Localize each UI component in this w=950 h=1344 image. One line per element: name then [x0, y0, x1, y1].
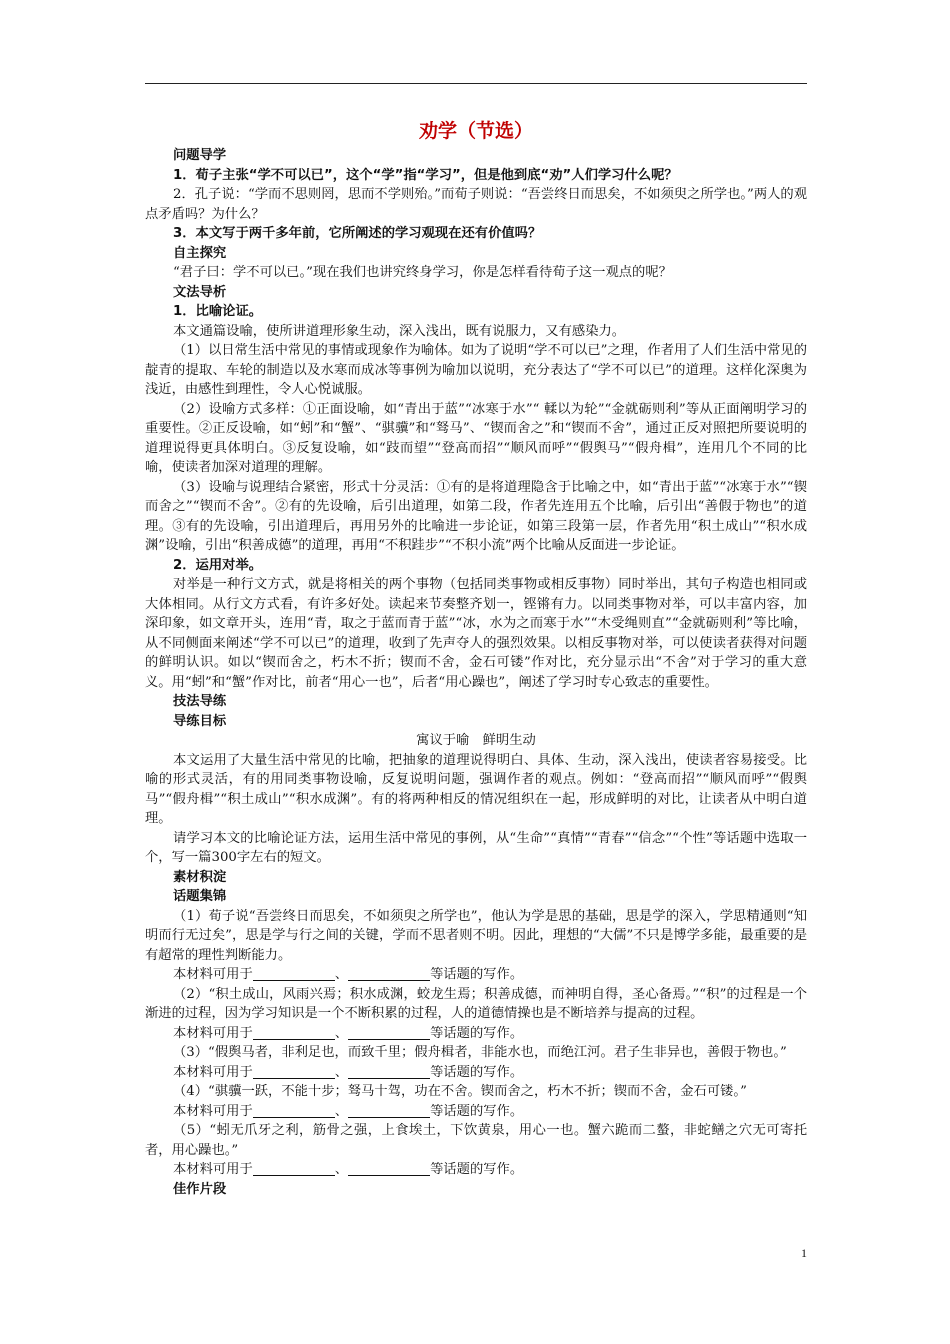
blank-field[interactable] [348, 1064, 430, 1079]
blank-field[interactable] [253, 1103, 335, 1118]
wenfa-paragraph: （1）以日常生活中常见的事情或现象作为喻体。如为了说明“学不可以已”之理，作者用了人们生活中常见的靛青的提取、车轮的制造以及水寒而成冰等事例为喻加以说明，充分表达了“学不可以已”的道理。这样化深奥为浅近，由感性到理性，令人心悦诚服。 [145, 343, 807, 397]
wenfa-paragraph: （3）设喻与说理结合紧密，形式十分灵活：①有的是将道理隐含于比喻之中，如“青出于蓝”“冰寒于水”“锲而舍之”“锲而不舍”。②有的先设喻，后引出道理，如第二段，作者先连用五个比喻，后引出“善假于物也”的道理。③有的先设喻，引出道理后，再用另外的比喻进一步论证，如第三段第一层，作者先用“积土成山”“积水成渊”设喻，引出“积善成德”的道理，再用“不积跬步”“不积小流”两个比喻从反面进一步论证。 [145, 479, 807, 553]
section-heading-jifa: 技法导练 [173, 694, 227, 709]
section-heading-wenfa: 文法导析 [173, 284, 227, 300]
section-heading-sucai: 素材积淀 [173, 869, 227, 885]
wenfa-subheading-1: 1．比喻论证。 [173, 304, 263, 319]
fill-blank-line: 本材料可用于 、 等话题的写作。 [173, 967, 524, 982]
fill-blank-line: 本材料可用于 、 等话题的写作。 [173, 1064, 524, 1080]
section-heading-zizhu: 自主探究 [173, 245, 227, 261]
blank-field[interactable] [253, 1064, 335, 1079]
wenfa-paragraph: 本文通篇设喻，使所讲道理形象生动，深入浅出，既有说服力，又有感染力。 [173, 323, 626, 339]
section-heading-daolian: 导练目标 [173, 713, 227, 729]
question-2: 2．孔子说：“学而不思则罔，思而不学则殆。”而荀子则说：“吾尝终日而思矣，不如须臾之所学也。”两人的观点矛盾吗？为什么？ [145, 187, 808, 222]
wenfa-paragraph: （2）设喻方式多样：①正面设喻，如“青出于蓝”“冰寒于水”“ 輮以为轮”“金就砺则利”等从正面阐明学习的重要性。②正反设喻，如“蚓”和“蟹”、“骐骥”和“驽马”、“锲而舍之”和“锲而不舍”，通过正反对照把所要说明的道理说得更具体明白。③反复设喻，如“跂而望”“登高而招”“顺风而呼”“假舆马”“假舟楫”，连用几个不同的比喻，使读者加深对道理的理解。 [145, 401, 807, 475]
document-body [145, 118, 807, 1199]
zizhu-paragraph: “君子曰：学不可以已。”现在我们也讲究终身学习，你是怎样看待荀子这一观点的呢？ [173, 265, 672, 280]
blank-field[interactable] [253, 1161, 335, 1176]
question-1: 1．荀子主张“学不可以已”，这个“学”指“学习”，但是他到底“劝”人们学习什么呢？ [173, 167, 678, 183]
material-quote: （4）“骐骥一跃，不能十步；驽马十驾，功在不舍。锲而舍之，朽木不折；锲而不舍，金石可镂。” [173, 1084, 747, 1099]
jifa-paragraph: 请学习本文的比喻论证方法，运用生活中常见的事例，从“生命”“真情”“青春”“信念”“个性”等话题中选取一个，写一篇300字左右的短文。 [145, 830, 807, 865]
jifa-paragraph: 本文运用了大量生活中常见的比喻，把抽象的道理说得明白、具体、生动，深入浅出，使读者容易接受。比喻的形式灵活，有的用同类事物设喻，反复说明问题，强调作者的观点。例如：“登高而招”“顺风而呼”“假舆马”“假舟楫”“积土成山”“积水成渊”。有的将两种相反的情况组织在一起，形成鲜明的对比，让读者从中明白道理。 [145, 752, 807, 826]
section-heading-huati: 话题集锦 [173, 889, 227, 904]
section-heading-wenti: 问题导学 [173, 148, 227, 163]
wenfa-subheading-2: 2．运用对举。 [173, 557, 263, 573]
wenfa-paragraph: 对举是一种行文方式，就是将相关的两个事物（包括同类事物或相反事物）同时举出，其句子构造也相同或大体相同。从行文方式看，有许多好处。读起来节奏整齐划一，铿锵有力。以同类事物对举，可以丰富内容，加深印象，如文章开头，连用“青，取之于蓝而青于蓝”“冰，水为之而寒于水”“木受绳则直”“金就砺则利”等比喻，从不同侧面来阐述“学不可以已”的道理，收到了先声夺人的强烈效果。以相反事物对举，可以使读者获得对问题的鲜明认识。如以“锲而舍之，朽木不折；锲而不舍，金石可镂”作对比，充分显示出“不舍”对于学习的重大意义。用“蚓”和“蟹”作对比，前者“用心一也”，后者“用心躁也”，阐述了学习时专心致志的重要性。 [145, 577, 807, 690]
question-3: 3．本文写于两千多年前，它所阐述的学习观现在还有价值吗？ [173, 226, 542, 241]
jifa-subtitle: 寓议于喻 鲜明生动 [416, 733, 536, 748]
blank-field[interactable] [348, 1103, 430, 1118]
blank-field[interactable] [348, 1161, 430, 1176]
fill-blank-line: 本材料可用于 、 等话题的写作。 [173, 1103, 524, 1119]
header-rule [145, 83, 807, 84]
section-heading-jiazuo: 佳作片段 [173, 1181, 227, 1197]
page-number: 1 [801, 1246, 807, 1260]
blank-field[interactable] [348, 1025, 430, 1040]
blank-field[interactable] [348, 966, 430, 981]
material-quote: （1）荀子说“吾尝终日而思矣，不如须臾之所学也”，他认为学是思的基础，思是学的深入，学思精通则“知明而行无过矣”，思是学与行之间的关键，学而不思者则不明。因此，理想的“大儒”不只是博学多能，最重要的是有超常的理性判断能力。 [145, 908, 807, 963]
blank-field[interactable] [253, 966, 335, 981]
blank-field[interactable] [253, 1025, 335, 1040]
document-title: 劝学（节选） [418, 120, 533, 142]
material-quote: （5）“蚓无爪牙之利，筋骨之强，上食埃土，下饮黄泉，用心一也。蟹六跪而二螯，非蛇鳝之穴无可寄托者，用心躁也。” [145, 1123, 807, 1158]
fill-blank-line: 本材料可用于 、 等话题的写作。 [173, 1162, 524, 1177]
fill-blank-line: 本材料可用于 、 等话题的写作。 [173, 1025, 524, 1041]
material-quote: （3）“假舆马者，非利足也，而致千里；假舟楫者，非能水也，而绝江河。君子生非异也，善假于物也。” [173, 1045, 787, 1060]
material-quote: （2）“积土成山，风雨兴焉；积水成渊，蛟龙生焉；积善成德，而神明自得，圣心备焉。”“积”的过程是一个渐进的过程，因为学习知识是一个不断积累的过程，人的道德情操也是不断培养与提高的过程。 [145, 986, 807, 1021]
